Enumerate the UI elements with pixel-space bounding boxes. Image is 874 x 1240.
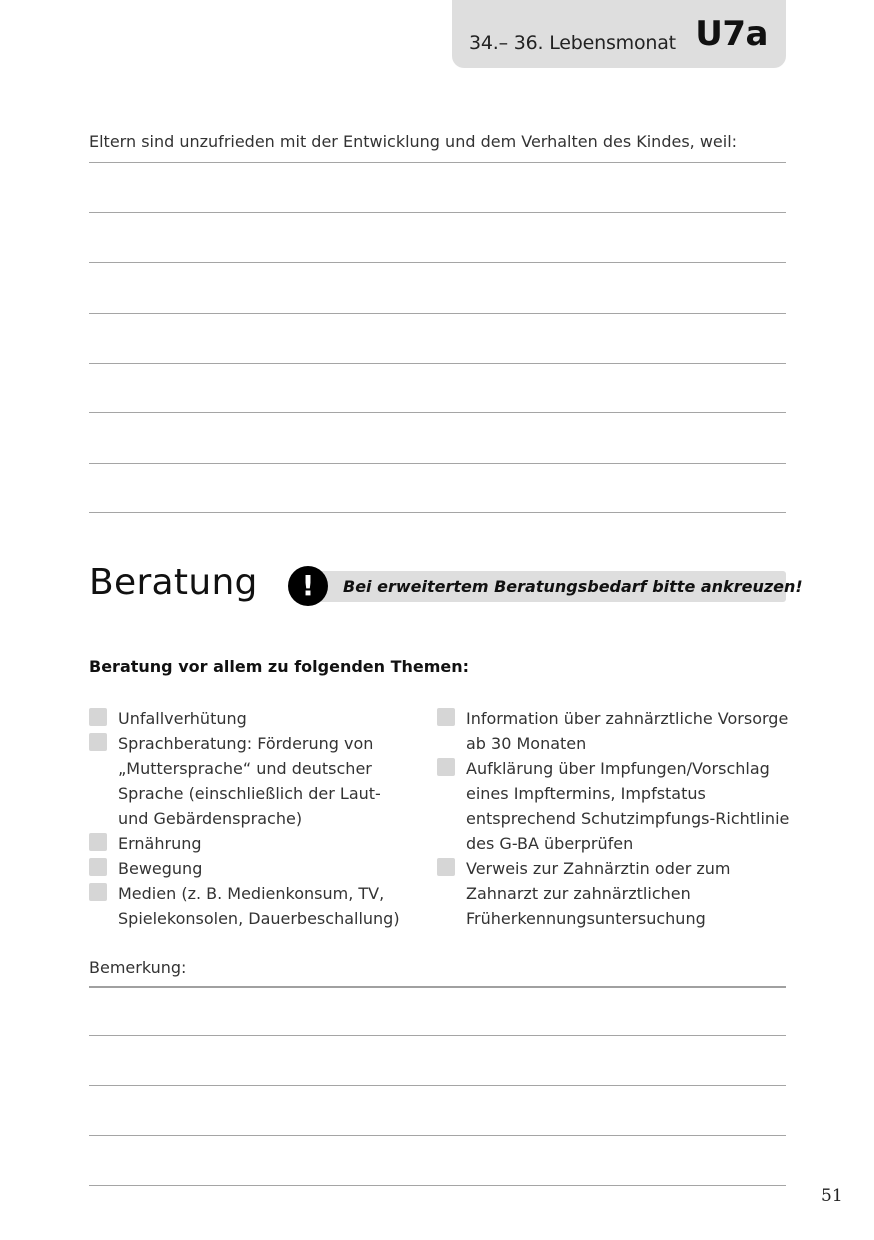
topic-item: [89, 706, 409, 731]
topic-item: [437, 856, 797, 931]
topic-label: Bewegung: [118, 859, 203, 878]
header-tab: [452, 0, 786, 68]
remark-label: Bemerkung:: [89, 958, 187, 977]
topics-left-column: [89, 706, 409, 931]
writing-line[interactable]: [89, 363, 786, 364]
checkbox[interactable]: [437, 758, 455, 776]
topic-item: [89, 856, 409, 881]
topic-label: Ernährung: [118, 834, 202, 853]
exam-code: U7a: [695, 14, 768, 54]
writing-line[interactable]: [89, 212, 786, 213]
topic-item: [89, 881, 409, 931]
writing-line[interactable]: [89, 1085, 786, 1086]
writing-line[interactable]: [89, 262, 786, 263]
topic-label: Aufklärung über Impfungen/Vorschlag eines Impftermins, Impfstatus entsprechend Schutzimpfungs-Richtlinie des G-BA überprüfen: [466, 759, 790, 853]
writing-line[interactable]: [89, 986, 786, 988]
topics-heading: Beratung vor allem zu folgenden Themen:: [89, 657, 470, 676]
topic-label: Unfallverhütung: [118, 709, 247, 728]
checkbox[interactable]: [437, 708, 455, 726]
alert-text: Bei erweitertem Beratungsbedarf bitte ankreuzen!: [343, 577, 803, 596]
writing-line[interactable]: [89, 313, 786, 314]
section-title: Beratung: [89, 562, 258, 603]
topic-item: [89, 731, 409, 831]
writing-line[interactable]: [89, 162, 786, 163]
checkbox[interactable]: [89, 733, 107, 751]
writing-line[interactable]: [89, 412, 786, 413]
alert-bar: [300, 571, 803, 602]
intro-text: Eltern sind unzufrieden mit der Entwicklung und dem Verhalten des Kindes, weil:: [89, 132, 738, 151]
checkbox[interactable]: [89, 858, 107, 876]
writing-line[interactable]: [89, 1185, 786, 1186]
topic-item: [89, 831, 409, 856]
writing-line[interactable]: [89, 512, 786, 513]
writing-line[interactable]: [89, 1035, 786, 1036]
checkbox[interactable]: [89, 833, 107, 851]
exclamation-icon: !: [288, 566, 328, 606]
topic-item: [437, 706, 797, 756]
topics-right-column: [437, 706, 797, 931]
topic-item: [437, 756, 797, 856]
topic-label: Sprachberatung: Förderung von „Muttersprache“ und deutscher Sprache (einschließlich der Laut- und Gebärdensprache): [118, 734, 381, 828]
topic-label: Medien (z. B. Medienkonsum, TV, Spielekonsolen, Dauerbeschallung): [118, 884, 400, 928]
checkbox[interactable]: [89, 708, 107, 726]
topic-label: Information über zahnärztliche Vorsorge ab 30 Monaten: [466, 709, 789, 753]
writing-line[interactable]: [89, 463, 786, 464]
topic-label: Verweis zur Zahnärztin oder zum Zahnarzt zur zahnärztlichen Früherkennungsuntersuchung: [466, 859, 731, 928]
age-range: 34.– 36. Lebensmonat: [469, 32, 676, 54]
page-number: 51: [821, 1186, 843, 1206]
checkbox[interactable]: [89, 883, 107, 901]
writing-line[interactable]: [89, 1135, 786, 1136]
checkbox[interactable]: [437, 858, 455, 876]
